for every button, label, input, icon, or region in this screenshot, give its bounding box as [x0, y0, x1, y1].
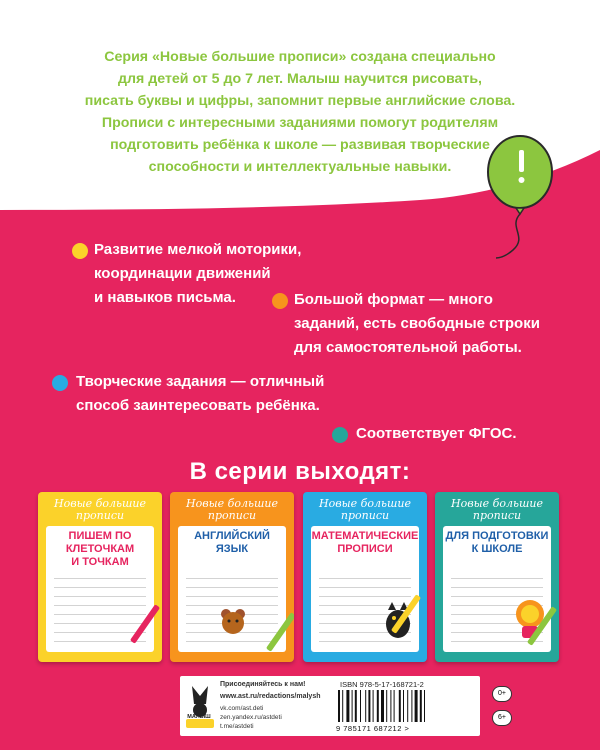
- age-rating-6: 6+: [492, 710, 512, 726]
- barcode-bar: [424, 690, 425, 722]
- bullet-dot-teal: [332, 427, 348, 443]
- footer: [180, 676, 600, 736]
- bullet-big-format: Большой формат — много заданий, есть свободные строки для самостоятельной работы.: [294, 291, 540, 356]
- barcode-bar: [360, 690, 361, 722]
- barcode-bar: [386, 690, 387, 722]
- barcode-bar: [377, 690, 379, 722]
- book-title: ДЛЯ ПОДГОТОВКИ К ШКОЛЕ: [445, 530, 549, 555]
- barcode-number: [336, 724, 409, 733]
- bullet-fgos: Соответствует ФГОС.: [356, 425, 517, 442]
- bullet-creative-tasks: Творческие задания — отличный способ заинтересовать ребёнка.: [76, 373, 325, 414]
- barcode-bar: [338, 690, 340, 722]
- book-cover-math[interactable]: [303, 492, 427, 662]
- bullet-dot-blue: [52, 375, 68, 391]
- book-cover-school-prep[interactable]: [435, 492, 559, 662]
- book-title: АНГЛИЙСКИЙ ЯЗЫК: [194, 530, 270, 555]
- book-series-label: Новые большие прописи: [319, 497, 411, 522]
- barcode-bar: [346, 690, 349, 722]
- lion-icon: [513, 598, 547, 638]
- zen-link[interactable]: zen.yandex.ru/astdeti: [220, 714, 282, 721]
- barcode-end-mark: >: [404, 724, 410, 733]
- barcode-bar: [368, 690, 370, 722]
- book-title: ПИШЕМ ПО КЛЕТОЧКАМ И ТОЧКАМ: [65, 530, 135, 568]
- barcode: [336, 690, 444, 722]
- barcode-bar: [381, 690, 384, 722]
- book-series-label: Новые большие прописи: [186, 497, 278, 522]
- barcode-bar: [390, 690, 391, 722]
- age-rating-0: 0+: [492, 686, 512, 702]
- practice-lines: [54, 572, 146, 642]
- bear-icon: [218, 606, 248, 636]
- barcode-bar: [403, 690, 404, 722]
- bullet-fine-motor: Развитие мелкой моторики, координации движений и навыков письма.: [94, 241, 302, 306]
- barcode-bar: [407, 690, 408, 722]
- barcode-bar: [365, 690, 366, 722]
- intro-text: Серия «Новые большие прописи» создана специально для детей от 5 до 7 лет. Малыш научится рисовать, писать буквы и цифры, запомнит первые английские слова. Прописи с интересными заданиями помогут родителям подготовить ребёнка к школе — развивая творческие способности и интеллектуальные навыки.: [84, 49, 516, 175]
- join-us-text: Присоединяйтесь к нам!: [220, 681, 306, 688]
- book-panel: [178, 526, 286, 652]
- barcode-bar: [415, 690, 418, 722]
- barcode-bar: [342, 690, 343, 722]
- book-series-label: Новые большие прописи: [54, 497, 146, 522]
- isbn-text: ISBN 978-5-17-168721-2: [340, 680, 424, 689]
- book-cover-cells-and-dots[interactable]: [38, 492, 162, 662]
- footer-box: [180, 676, 480, 736]
- book-cover-english[interactable]: [170, 492, 294, 662]
- barcode-bar: [373, 690, 374, 722]
- vk-link[interactable]: vk.com/ast.deti: [220, 705, 264, 712]
- book-series-label: Новые большие прописи: [451, 497, 543, 522]
- balloon-illustration: [478, 132, 558, 262]
- barcode-bar: [420, 690, 422, 722]
- barcode-bar: [355, 690, 357, 722]
- book-panel: [311, 526, 419, 652]
- series-title: В серии выходят:: [189, 458, 411, 485]
- bullet-dot-orange: [272, 293, 288, 309]
- barcode-bar: [399, 690, 401, 722]
- bullet-dot-yellow: [72, 243, 88, 259]
- publisher-logo-icon: [186, 682, 214, 728]
- barcode-bar: [411, 690, 412, 722]
- barcode-digits: 9 785171 687212: [336, 724, 402, 733]
- telegram-link[interactable]: t.me/astdeti: [220, 723, 254, 730]
- book-title: МАТЕМАТИЧЕСКИЕ ПРОПИСИ: [311, 530, 419, 555]
- website-link[interactable]: www.ast.ru/redactions/malysh: [220, 693, 321, 700]
- publisher-name: МАЛЫШ: [187, 714, 211, 720]
- barcode-bar: [352, 690, 353, 722]
- barcode-bar: [394, 690, 395, 722]
